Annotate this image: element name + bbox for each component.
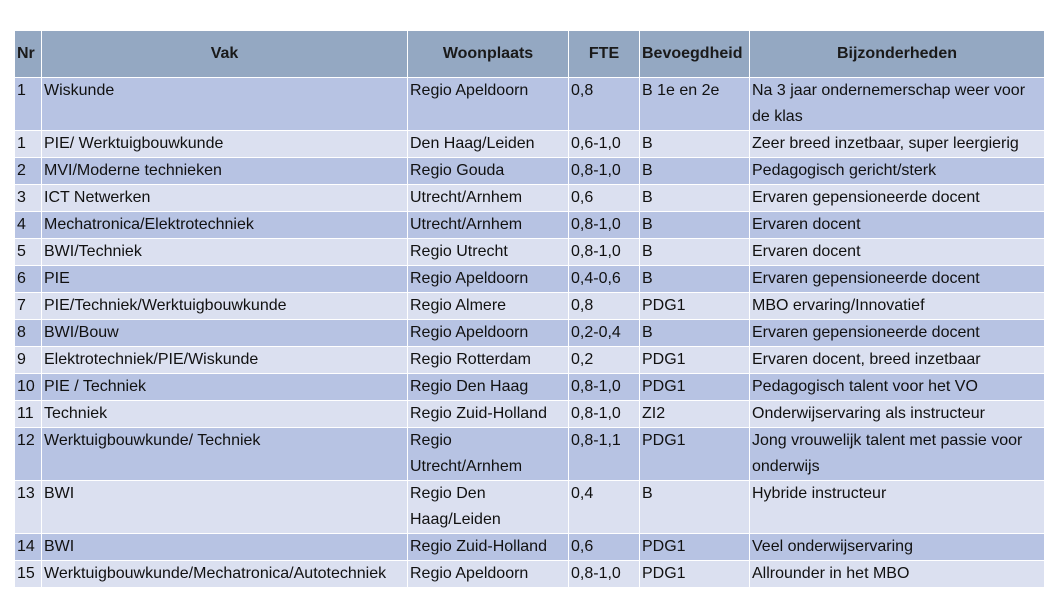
cell-bevoegdheid: B 1e en 2e bbox=[640, 78, 750, 131]
table-row bbox=[15, 239, 1045, 266]
table-row bbox=[15, 78, 1045, 131]
cell-bijzonderheden: Ervaren docent, breed inzetbaar bbox=[750, 347, 1045, 374]
cell-woonplaats: Regio Zuid-Holland bbox=[408, 401, 569, 428]
cell-bijzonderheden: Zeer breed inzetbaar, super leergierig bbox=[750, 131, 1045, 158]
cell-woonplaats: Utrecht/Arnhem bbox=[408, 212, 569, 239]
header-woonplaats: Woonplaats bbox=[408, 31, 569, 78]
cell-nr: 15 bbox=[15, 561, 42, 588]
cell-nr: 10 bbox=[15, 374, 42, 401]
cell-vak: BWI bbox=[42, 481, 408, 534]
cell-fte: 0,4 bbox=[569, 481, 640, 534]
cell-vak: Mechatronica/Elektrotechniek bbox=[42, 212, 408, 239]
cell-vak: PIE/ Werktuigbouwkunde bbox=[42, 131, 408, 158]
cell-woonplaats: Regio Apeldoorn bbox=[408, 78, 569, 131]
table-row bbox=[15, 428, 1045, 481]
cell-bevoegdheid: ZI2 bbox=[640, 401, 750, 428]
cell-nr: 7 bbox=[15, 293, 42, 320]
cell-woonplaats: Utrecht/Arnhem bbox=[408, 185, 569, 212]
header-bevoegdheid: Bevoegdheid bbox=[640, 31, 750, 78]
table-row bbox=[15, 185, 1045, 212]
cell-vak: BWI/Techniek bbox=[42, 239, 408, 266]
table-row bbox=[15, 131, 1045, 158]
cell-fte: 0,4-0,6 bbox=[569, 266, 640, 293]
cell-bevoegdheid: B bbox=[640, 266, 750, 293]
cell-woonplaats: Den Haag/Leiden bbox=[408, 131, 569, 158]
table-row bbox=[15, 158, 1045, 185]
candidates-table bbox=[14, 30, 1045, 588]
cell-bijzonderheden: Onderwijservaring als instructeur bbox=[750, 401, 1045, 428]
header-vak: Vak bbox=[42, 31, 408, 78]
cell-fte: 0,2-0,4 bbox=[569, 320, 640, 347]
cell-fte: 0,8-1,1 bbox=[569, 428, 640, 481]
table-row bbox=[15, 212, 1045, 239]
cell-bevoegdheid: B bbox=[640, 131, 750, 158]
cell-vak: Werktuigbouwkunde/ Techniek bbox=[42, 428, 408, 481]
cell-bevoegdheid: PDG1 bbox=[640, 374, 750, 401]
table-row bbox=[15, 347, 1045, 374]
table-row bbox=[15, 534, 1045, 561]
cell-bevoegdheid: PDG1 bbox=[640, 347, 750, 374]
cell-woonplaats: Regio Utrecht bbox=[408, 239, 569, 266]
cell-fte: 0,6 bbox=[569, 185, 640, 212]
table-row bbox=[15, 266, 1045, 293]
cell-fte: 0,6 bbox=[569, 534, 640, 561]
cell-bijzonderheden: Pedagogisch talent voor het VO bbox=[750, 374, 1045, 401]
cell-fte: 0,8-1,0 bbox=[569, 561, 640, 588]
cell-vak: PIE / Techniek bbox=[42, 374, 408, 401]
cell-woonplaats: Regio Zuid-Holland bbox=[408, 534, 569, 561]
cell-bevoegdheid: PDG1 bbox=[640, 561, 750, 588]
table-row bbox=[15, 481, 1045, 534]
cell-vak: Elektrotechniek/PIE/Wiskunde bbox=[42, 347, 408, 374]
cell-nr: 14 bbox=[15, 534, 42, 561]
cell-woonplaats: Regio Apeldoorn bbox=[408, 266, 569, 293]
cell-vak: BWI/Bouw bbox=[42, 320, 408, 347]
cell-woonplaats: Regio Gouda bbox=[408, 158, 569, 185]
cell-fte: 0,6-1,0 bbox=[569, 131, 640, 158]
cell-bevoegdheid: B bbox=[640, 481, 750, 534]
cell-woonplaats: Regio Apeldoorn bbox=[408, 561, 569, 588]
cell-bijzonderheden: Veel onderwijservaring bbox=[750, 534, 1045, 561]
cell-fte: 0,8-1,0 bbox=[569, 401, 640, 428]
cell-bijzonderheden: Allrounder in het MBO bbox=[750, 561, 1045, 588]
cell-nr: 5 bbox=[15, 239, 42, 266]
cell-bijzonderheden: Na 3 jaar ondernemerschap weer voor de klas bbox=[750, 78, 1045, 131]
cell-woonplaats: Regio Almere bbox=[408, 293, 569, 320]
header-row bbox=[15, 31, 1045, 78]
cell-bevoegdheid: PDG1 bbox=[640, 534, 750, 561]
cell-vak: Werktuigbouwkunde/Mechatronica/Autotechniek bbox=[42, 561, 408, 588]
cell-bijzonderheden: Ervaren gepensioneerde docent bbox=[750, 320, 1045, 347]
cell-nr: 11 bbox=[15, 401, 42, 428]
cell-nr: 1 bbox=[15, 131, 42, 158]
cell-bijzonderheden: Ervaren docent bbox=[750, 212, 1045, 239]
cell-woonplaats: Regio Den Haag bbox=[408, 374, 569, 401]
cell-vak: ICT Netwerken bbox=[42, 185, 408, 212]
header-bijzonderheden: Bijzonderheden bbox=[750, 31, 1045, 78]
cell-nr: 6 bbox=[15, 266, 42, 293]
cell-fte: 0,8-1,0 bbox=[569, 212, 640, 239]
cell-bijzonderheden: Ervaren gepensioneerde docent bbox=[750, 185, 1045, 212]
cell-bijzonderheden: Ervaren docent bbox=[750, 239, 1045, 266]
cell-bijzonderheden: MBO ervaring/Innovatief bbox=[750, 293, 1045, 320]
cell-nr: 1 bbox=[15, 78, 42, 131]
cell-nr: 13 bbox=[15, 481, 42, 534]
cell-nr: 3 bbox=[15, 185, 42, 212]
cell-fte: 0,8-1,0 bbox=[569, 239, 640, 266]
cell-bevoegdheid: PDG1 bbox=[640, 428, 750, 481]
cell-bijzonderheden: Ervaren gepensioneerde docent bbox=[750, 266, 1045, 293]
cell-bevoegdheid: B bbox=[640, 212, 750, 239]
cell-fte: 0,8 bbox=[569, 293, 640, 320]
cell-bevoegdheid: B bbox=[640, 239, 750, 266]
cell-vak: PIE/Techniek/Werktuigbouwkunde bbox=[42, 293, 408, 320]
cell-bijzonderheden: Jong vrouwelijk talent met passie voor onderwijs bbox=[750, 428, 1045, 481]
cell-bijzonderheden: Hybride instructeur bbox=[750, 481, 1045, 534]
cell-fte: 0,2 bbox=[569, 347, 640, 374]
cell-woonplaats: Regio Apeldoorn bbox=[408, 320, 569, 347]
cell-woonplaats: Regio Rotterdam bbox=[408, 347, 569, 374]
table-row bbox=[15, 374, 1045, 401]
table-row bbox=[15, 561, 1045, 588]
table-row bbox=[15, 293, 1045, 320]
cell-nr: 9 bbox=[15, 347, 42, 374]
cell-fte: 0,8-1,0 bbox=[569, 374, 640, 401]
cell-bevoegdheid: B bbox=[640, 185, 750, 212]
header-fte: FTE bbox=[569, 31, 640, 78]
cell-nr: 12 bbox=[15, 428, 42, 481]
cell-vak: Techniek bbox=[42, 401, 408, 428]
cell-nr: 2 bbox=[15, 158, 42, 185]
cell-woonplaats: Regio Den Haag/Leiden bbox=[408, 481, 569, 534]
cell-bevoegdheid: B bbox=[640, 158, 750, 185]
cell-vak: BWI bbox=[42, 534, 408, 561]
cell-nr: 4 bbox=[15, 212, 42, 239]
cell-vak: MVI/Moderne technieken bbox=[42, 158, 408, 185]
header-nr: Nr bbox=[15, 31, 42, 78]
cell-bevoegdheid: PDG1 bbox=[640, 293, 750, 320]
cell-nr: 8 bbox=[15, 320, 42, 347]
cell-vak: Wiskunde bbox=[42, 78, 408, 131]
table-row bbox=[15, 320, 1045, 347]
table-row bbox=[15, 401, 1045, 428]
cell-fte: 0,8 bbox=[569, 78, 640, 131]
cell-bevoegdheid: B bbox=[640, 320, 750, 347]
cell-bijzonderheden: Pedagogisch gericht/sterk bbox=[750, 158, 1045, 185]
cell-vak: PIE bbox=[42, 266, 408, 293]
cell-woonplaats: Regio Utrecht/Arnhem bbox=[408, 428, 569, 481]
cell-fte: 0,8-1,0 bbox=[569, 158, 640, 185]
